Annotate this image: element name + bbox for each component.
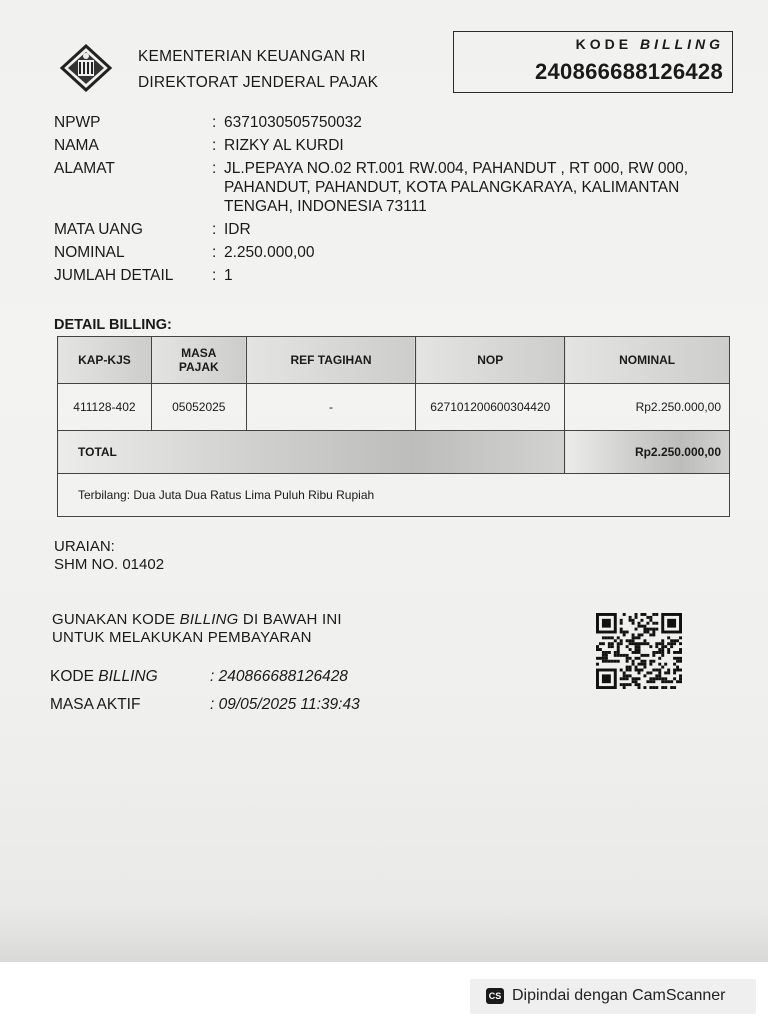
payment-active-value: 09/05/2025 11:39:43 [218, 696, 360, 713]
payment-code-label-billing: BILLING [98, 668, 158, 685]
info-row-nominal [54, 243, 744, 262]
table-row [58, 384, 730, 431]
total-value: Rp2.250.000,00 [565, 431, 730, 474]
cell-kap-kjs: 411128-402 [58, 384, 152, 431]
billing-box-label [576, 36, 724, 52]
billing-box-label-kode: KODE [575, 36, 640, 52]
detail-billing-title: DETAIL BILLING: [54, 317, 172, 333]
payment-instruction [52, 611, 342, 647]
colon: : [212, 267, 217, 284]
ministry-logo-icon [58, 44, 114, 92]
spelled-amount-row [58, 474, 730, 517]
payment-code-value: 240866688126428 [218, 668, 348, 685]
cell-nop: 627101200600304420 [416, 384, 565, 431]
cell-ref-tagihan: - [246, 384, 416, 431]
info-value: JL.PEPAYA NO.02 RT.001 RW.004, PAHANDUT , RT 000, RW 000, PAHANDUT, PAHANDUT, KOTA PALANGKARAYA, KALIMANTAN TENGAH, INDONESIA 73111 [224, 160, 689, 215]
instruction-part-billing: BILLING [179, 611, 239, 628]
info-value: 6371030505750032 [224, 114, 362, 131]
col-header-nop: NOP [416, 337, 565, 384]
cell-nominal: Rp2.250.000,00 [565, 384, 730, 431]
agency-name [138, 44, 378, 96]
info-value: RIZKY AL KURDI [224, 137, 344, 154]
instruction-part-c: DI BAWAH INI [238, 611, 342, 628]
payment-code-label [50, 667, 210, 686]
info-label: NOMINAL [54, 244, 125, 261]
agency-line-1: KEMENTERIAN KEUANGAN RI [138, 48, 366, 65]
uraian-label: URAIAN: [54, 538, 115, 555]
payment-details [50, 667, 360, 723]
instruction-part-a: GUNAKAN KODE [52, 611, 180, 628]
colon: : [210, 668, 219, 685]
info-label: JUMLAH DETAIL [54, 267, 174, 284]
cell-masa-pajak: 05052025 [151, 384, 246, 431]
colon: : [212, 137, 217, 154]
info-value: 1 [224, 267, 233, 284]
paper-shadow [0, 905, 768, 962]
colon: : [210, 696, 219, 713]
info-row-jumlah-detail [54, 266, 744, 285]
agency-line-2: DIREKTORAT JENDERAL PAJAK [138, 74, 379, 91]
info-label: NAMA [54, 137, 99, 154]
info-row-alamat [54, 159, 744, 216]
col-header-kap-kjs: KAP-KJS [58, 337, 152, 384]
spelled-amount: Terbilang: Dua Juta Dua Ratus Lima Puluh Ribu Rupiah [58, 474, 730, 517]
info-label: MATA UANG [54, 221, 143, 238]
uraian-value: SHM NO. 01402 [54, 556, 165, 573]
camscanner-badge [470, 979, 756, 1014]
col-header-ref-tagihan: REF TAGIHAN [246, 337, 416, 384]
total-label: TOTAL [58, 431, 565, 474]
info-row-npwp [54, 113, 744, 132]
col-header-masa-pajak: MASA PAJAK [151, 337, 246, 384]
info-value: IDR [224, 221, 251, 238]
payment-code-label-kode: KODE [50, 668, 99, 685]
col-header-nominal: NOMINAL [565, 337, 730, 384]
colon: : [212, 244, 217, 261]
instruction-line-1 [52, 611, 342, 629]
billing-code-box [453, 31, 733, 93]
total-row [58, 431, 730, 474]
info-row-nama [54, 136, 744, 155]
info-value: 2.250.000,00 [224, 244, 315, 261]
camscanner-icon: CS [486, 988, 504, 1004]
info-label: ALAMAT [54, 160, 115, 177]
instruction-line-2: UNTUK MELAKUKAN PEMBAYARAN [52, 629, 312, 646]
colon: : [212, 221, 217, 238]
colon: : [212, 160, 217, 177]
billing-box-code: 240866688126428 [534, 59, 723, 84]
info-row-mata-uang [54, 220, 744, 239]
info-label: NPWP [54, 114, 101, 131]
payment-active-label: MASA AKTIF [50, 696, 141, 713]
payment-row-code [50, 667, 360, 686]
taxpayer-info [54, 113, 744, 289]
colon: : [212, 114, 217, 131]
payment-row-active [50, 695, 360, 714]
qr-code-icon [596, 613, 682, 689]
billing-box-label-billing: BILLING [640, 36, 724, 52]
table-header-row [58, 337, 730, 384]
uraian-section [54, 538, 164, 574]
detail-billing-table [57, 336, 730, 517]
camscanner-text: Dipindai dengan CamScanner [512, 987, 726, 1004]
